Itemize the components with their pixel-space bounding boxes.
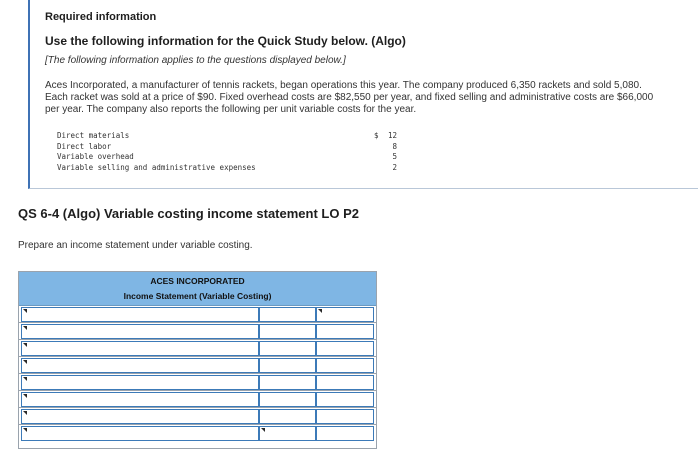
- required-information-panel: [28, 0, 698, 189]
- dropdown-marker-icon: [23, 411, 27, 415]
- cost-label: Direct materials: [57, 131, 130, 140]
- cost-row: [57, 163, 397, 174]
- row-label-input[interactable]: [21, 341, 259, 356]
- row-label-input[interactable]: [21, 358, 259, 373]
- dropdown-marker-icon: [23, 428, 27, 432]
- statement-row: [19, 306, 376, 323]
- row-amount-input[interactable]: [259, 324, 316, 339]
- row-total-input[interactable]: [316, 409, 374, 424]
- cost-dollar-sign: $: [374, 131, 379, 140]
- row-total-input[interactable]: [316, 307, 374, 322]
- statement-row: [19, 391, 376, 408]
- row-label-input[interactable]: [21, 324, 259, 339]
- cost-value: 8: [392, 141, 397, 151]
- row-amount-input[interactable]: [259, 341, 316, 356]
- dropdown-marker-icon: [23, 377, 27, 381]
- statement-subtitle: Income Statement (Variable Costing): [123, 291, 272, 301]
- row-amount-input[interactable]: [259, 426, 316, 441]
- row-amount-input[interactable]: [259, 358, 316, 373]
- row-label-input[interactable]: [21, 392, 259, 407]
- cost-row: [57, 152, 397, 163]
- statement-row: [19, 408, 376, 425]
- cost-value: 2: [392, 162, 397, 172]
- cost-label: Variable overhead: [57, 152, 134, 161]
- dropdown-marker-icon: [23, 326, 27, 330]
- dropdown-marker-icon: [318, 309, 322, 313]
- variable-cost-table: [57, 131, 397, 173]
- row-total-input[interactable]: [316, 375, 374, 390]
- statement-row: [19, 357, 376, 374]
- use-info-heading: Use the following information for the Quick Study below. (Algo): [45, 34, 406, 48]
- cost-row: [57, 131, 397, 142]
- statement-company-name: ACES INCORPORATED: [150, 276, 245, 286]
- cost-row: [57, 142, 397, 153]
- row-amount-input[interactable]: [259, 307, 316, 322]
- cost-value: 5: [392, 152, 397, 161]
- statement-row: [19, 323, 376, 340]
- question-prompt: Prepare an income statement under variable costing.: [18, 240, 253, 251]
- row-total-input[interactable]: [316, 358, 374, 373]
- row-total-input[interactable]: [316, 324, 374, 339]
- applies-note: [The following information applies to the questions displayed below.]: [45, 55, 346, 66]
- row-label-input[interactable]: [21, 307, 259, 322]
- statement-row: [19, 374, 376, 391]
- dropdown-marker-icon: [23, 343, 27, 347]
- row-label-input[interactable]: [21, 375, 259, 390]
- statement-row: [19, 425, 376, 441]
- row-amount-input[interactable]: [259, 392, 316, 407]
- required-information-heading: Required information: [45, 11, 157, 23]
- row-label-input[interactable]: [21, 426, 259, 441]
- row-label-input[interactable]: [21, 409, 259, 424]
- row-total-input[interactable]: [316, 392, 374, 407]
- row-total-input[interactable]: [316, 426, 374, 441]
- dropdown-marker-icon: [23, 394, 27, 398]
- row-amount-input[interactable]: [259, 409, 316, 424]
- dropdown-marker-icon: [261, 428, 265, 432]
- question-title: QS 6-4 (Algo) Variable costing income statement LO P2: [18, 206, 359, 221]
- row-total-input[interactable]: [316, 341, 374, 356]
- statement-header: [19, 272, 376, 306]
- statement-row: [19, 340, 376, 357]
- dropdown-marker-icon: [23, 309, 27, 313]
- cost-label: Direct labor: [57, 141, 112, 151]
- cost-value: 12: [387, 131, 397, 140]
- cost-label: Variable selling and administrative expenses: [57, 162, 256, 172]
- income-statement-table: [18, 271, 377, 449]
- row-amount-input[interactable]: [259, 375, 316, 390]
- dropdown-marker-icon: [23, 360, 27, 364]
- scenario-paragraph: Aces Incorporated, a manufacturer of tennis rackets, began operations this year. The company produced 6,350 rackets and sold 5,080. Each racket was sold at a price of $90. Fixed overhead costs are $82,550 per year, and fixed selling and administrative costs are $66,000 per year. The company also reports the following per unit variable costs for the year.: [45, 80, 654, 115]
